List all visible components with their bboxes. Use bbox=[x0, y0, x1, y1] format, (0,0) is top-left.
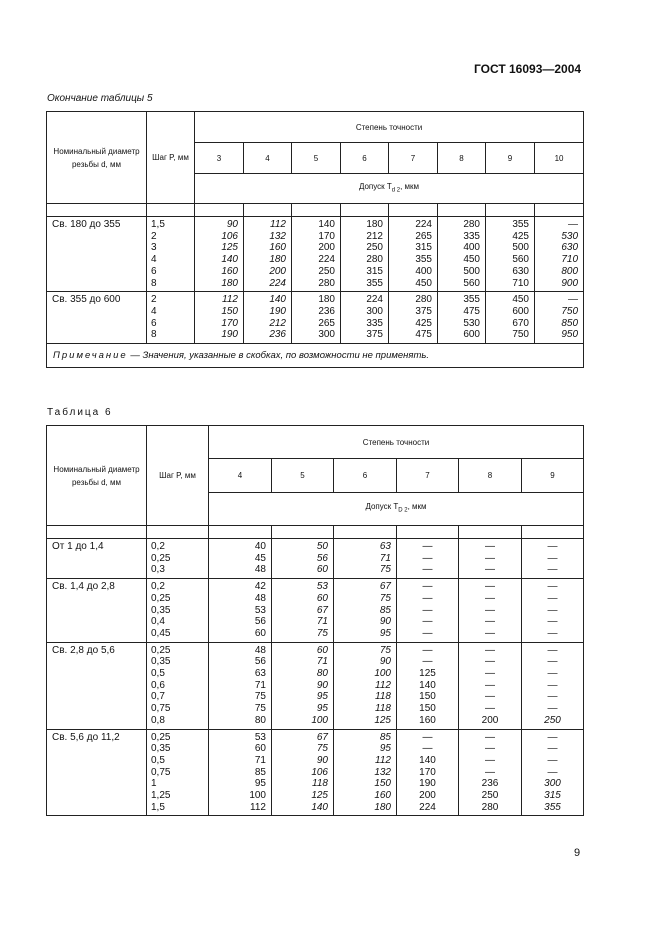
spacer-cell bbox=[47, 526, 147, 539]
tolerance-values-grade-10: — 750 850 950 bbox=[535, 292, 584, 344]
diameter-range: Св. 355 до 600 bbox=[47, 292, 147, 344]
group-spacer bbox=[47, 204, 584, 217]
tolerance-values-grade-4: 140 190 212 236 bbox=[244, 292, 292, 344]
table6-header-precision: Степень точности bbox=[209, 426, 584, 459]
group-spacer bbox=[47, 526, 584, 539]
spacer-cell bbox=[341, 204, 389, 217]
grade-header-8: 8 bbox=[438, 143, 486, 174]
tolerance-values-grade-6: 63 71 75 bbox=[334, 539, 397, 579]
tolerance-values-grade-4: 112 132 160 180 200 224 bbox=[244, 217, 292, 292]
table5-caption: Окончание таблицы 5 bbox=[47, 93, 153, 104]
diameter-range: Св. 180 до 355 bbox=[47, 217, 147, 292]
diameter-range: От 1 до 1,4 bbox=[47, 539, 147, 579]
tolerance-values-grade-5: 140 170 200 224 250 280 bbox=[292, 217, 341, 292]
tolerance-label: Допуск T bbox=[365, 502, 399, 512]
spacer-cell bbox=[147, 526, 209, 539]
grade-header-4: 4 bbox=[209, 459, 272, 493]
grade-header-9: 9 bbox=[486, 143, 535, 174]
spacer-cell bbox=[438, 204, 486, 217]
tolerance-values-grade-4: 53 60 71 85 95 100 112 bbox=[209, 729, 272, 816]
tolerance-values-grade-7: — — — — — bbox=[397, 579, 459, 643]
tolerance-values-grade-8: 280 335 400 450 500 560 bbox=[438, 217, 486, 292]
tolerance-label: Допуск T bbox=[358, 181, 392, 191]
table-row bbox=[47, 579, 584, 643]
grade-header-6: 6 bbox=[334, 459, 397, 493]
tolerance-values-grade-8: — — — — 236 250 280 bbox=[459, 729, 522, 816]
tolerance-values-grade-9: 450 600 670 750 bbox=[486, 292, 535, 344]
tolerance-values-grade-7: — — 140 170 190 200 224 bbox=[397, 729, 459, 816]
spacer-cell bbox=[334, 526, 397, 539]
spacer-cell bbox=[209, 526, 272, 539]
note-text: — Значения, указанные в скобках, по возможности не применять. bbox=[127, 350, 430, 362]
tolerance-values-grade-4: 40 45 48 bbox=[209, 539, 272, 579]
grade-header-7: 7 bbox=[397, 459, 459, 493]
pitch-values: 0,25 0,35 0,5 0,6 0,7 0,75 0,8 bbox=[147, 642, 209, 729]
table-row bbox=[47, 729, 584, 816]
table6-header-diameter: Номинальный диаметр резьбы d, мм bbox=[47, 426, 147, 526]
grade-header-9: 9 bbox=[522, 459, 584, 493]
tolerance-unit: , мкм bbox=[407, 502, 427, 512]
tolerance-unit: , мкм bbox=[400, 181, 420, 191]
spacer-cell bbox=[535, 204, 584, 217]
table5-note bbox=[47, 344, 584, 368]
spacer-cell bbox=[389, 204, 438, 217]
table5-header-diameter: Номинальный диаметр резьбы d, мм bbox=[47, 112, 147, 204]
diameter-range: Св. 5,6 до 11,2 bbox=[47, 729, 147, 816]
tolerance-values-grade-7: 224 265 315 355 400 450 bbox=[389, 217, 438, 292]
tolerance-values-grade-9: — — — — — bbox=[522, 579, 584, 643]
tolerance-subscript: D 2 bbox=[398, 507, 408, 514]
tolerance-values-grade-8: — — — bbox=[459, 539, 522, 579]
tolerance-values-grade-4: 48 56 63 71 75 75 80 bbox=[209, 642, 272, 729]
table5-header-tolerance bbox=[195, 174, 584, 204]
tolerance-values-grade-8: 355 475 530 600 bbox=[438, 292, 486, 344]
spacer-cell bbox=[244, 204, 292, 217]
tolerance-values-grade-5: 67 75 90 106 118 125 140 bbox=[272, 729, 334, 816]
tolerance-values-grade-7: 280 375 425 475 bbox=[389, 292, 438, 344]
tolerance-values-grade-3: 112 150 170 190 bbox=[195, 292, 244, 344]
pitch-values: 0,2 0,25 0,35 0,4 0,45 bbox=[147, 579, 209, 643]
tolerance-values-grade-4: 42 48 53 56 60 bbox=[209, 579, 272, 643]
table6 bbox=[46, 425, 584, 816]
tolerance-values-grade-6: 180 212 250 280 315 355 bbox=[341, 217, 389, 292]
note-word: Примечание bbox=[53, 350, 128, 362]
diameter-range: Св. 1,4 до 2,8 bbox=[47, 579, 147, 643]
table-row bbox=[47, 539, 584, 579]
table6-header-tolerance bbox=[209, 493, 584, 526]
table-row bbox=[47, 292, 584, 344]
table6-caption: Таблица 6 bbox=[47, 407, 113, 418]
tolerance-values-grade-6: 75 90 100 112 118 118 125 bbox=[334, 642, 397, 729]
tolerance-values-grade-3: 90 106 125 140 160 180 bbox=[195, 217, 244, 292]
tolerance-values-grade-7: — — 125 140 150 150 160 bbox=[397, 642, 459, 729]
table6-header-pitch: Шаг P, мм bbox=[147, 426, 209, 526]
pitch-values: 0,2 0,25 0,3 bbox=[147, 539, 209, 579]
spacer-cell bbox=[292, 204, 341, 217]
grade-header-3: 3 bbox=[195, 143, 244, 174]
tolerance-values-grade-9: — — — bbox=[522, 539, 584, 579]
pitch-values: 1,5 2 3 4 6 8 bbox=[147, 217, 195, 292]
tolerance-values-grade-9: — — — — — — 250 bbox=[522, 642, 584, 729]
spacer-cell bbox=[147, 204, 195, 217]
tolerance-values-grade-8: — — — — — bbox=[459, 579, 522, 643]
table-row bbox=[47, 642, 584, 729]
tolerance-values-grade-5: 53 60 67 71 75 bbox=[272, 579, 334, 643]
spacer-cell bbox=[47, 204, 147, 217]
tolerance-values-grade-9: 355 425 500 560 630 710 bbox=[486, 217, 535, 292]
tolerance-values-grade-5: 180 236 265 300 bbox=[292, 292, 341, 344]
grade-header-7: 7 bbox=[389, 143, 438, 174]
table5-header-precision: Степень точности bbox=[195, 112, 584, 143]
tolerance-values-grade-6: 85 95 112 132 150 160 180 bbox=[334, 729, 397, 816]
grade-header-8: 8 bbox=[459, 459, 522, 493]
spacer-cell bbox=[522, 526, 584, 539]
grade-header-6: 6 bbox=[341, 143, 389, 174]
grade-header-4: 4 bbox=[244, 143, 292, 174]
tolerance-values-grade-6: 224 300 335 375 bbox=[341, 292, 389, 344]
grade-header-5: 5 bbox=[292, 143, 341, 174]
diameter-range: Св. 2,8 до 5,6 bbox=[47, 642, 147, 729]
tolerance-values-grade-10: — 530 630 710 800 900 bbox=[535, 217, 584, 292]
tolerance-values-grade-5: 50 56 60 bbox=[272, 539, 334, 579]
tolerance-values-grade-5: 60 71 80 90 95 95 100 bbox=[272, 642, 334, 729]
table5-header-pitch: Шаг P, мм bbox=[147, 112, 195, 204]
tolerance-values-grade-6: 67 75 85 90 95 bbox=[334, 579, 397, 643]
spacer-cell bbox=[459, 526, 522, 539]
spacer-cell bbox=[397, 526, 459, 539]
tolerance-values-grade-7: — — — bbox=[397, 539, 459, 579]
grade-header-10: 10 bbox=[535, 143, 584, 174]
tolerance-subscript: d 2 bbox=[391, 187, 401, 194]
tolerance-values-grade-8: — — — — — — 200 bbox=[459, 642, 522, 729]
spacer-cell bbox=[486, 204, 535, 217]
page-number: 9 bbox=[574, 847, 581, 859]
pitch-values: 2 4 6 8 bbox=[147, 292, 195, 344]
table-row bbox=[47, 217, 584, 292]
spacer-cell bbox=[195, 204, 244, 217]
standard-number: ГОСТ 16093—2004 bbox=[474, 62, 582, 76]
table5 bbox=[46, 111, 584, 368]
spacer-cell bbox=[272, 526, 334, 539]
grade-header-5: 5 bbox=[272, 459, 334, 493]
tolerance-values-grade-9: — — — — 300 315 355 bbox=[522, 729, 584, 816]
pitch-values: 0,25 0,35 0,5 0,75 1 1,25 1,5 bbox=[147, 729, 209, 816]
